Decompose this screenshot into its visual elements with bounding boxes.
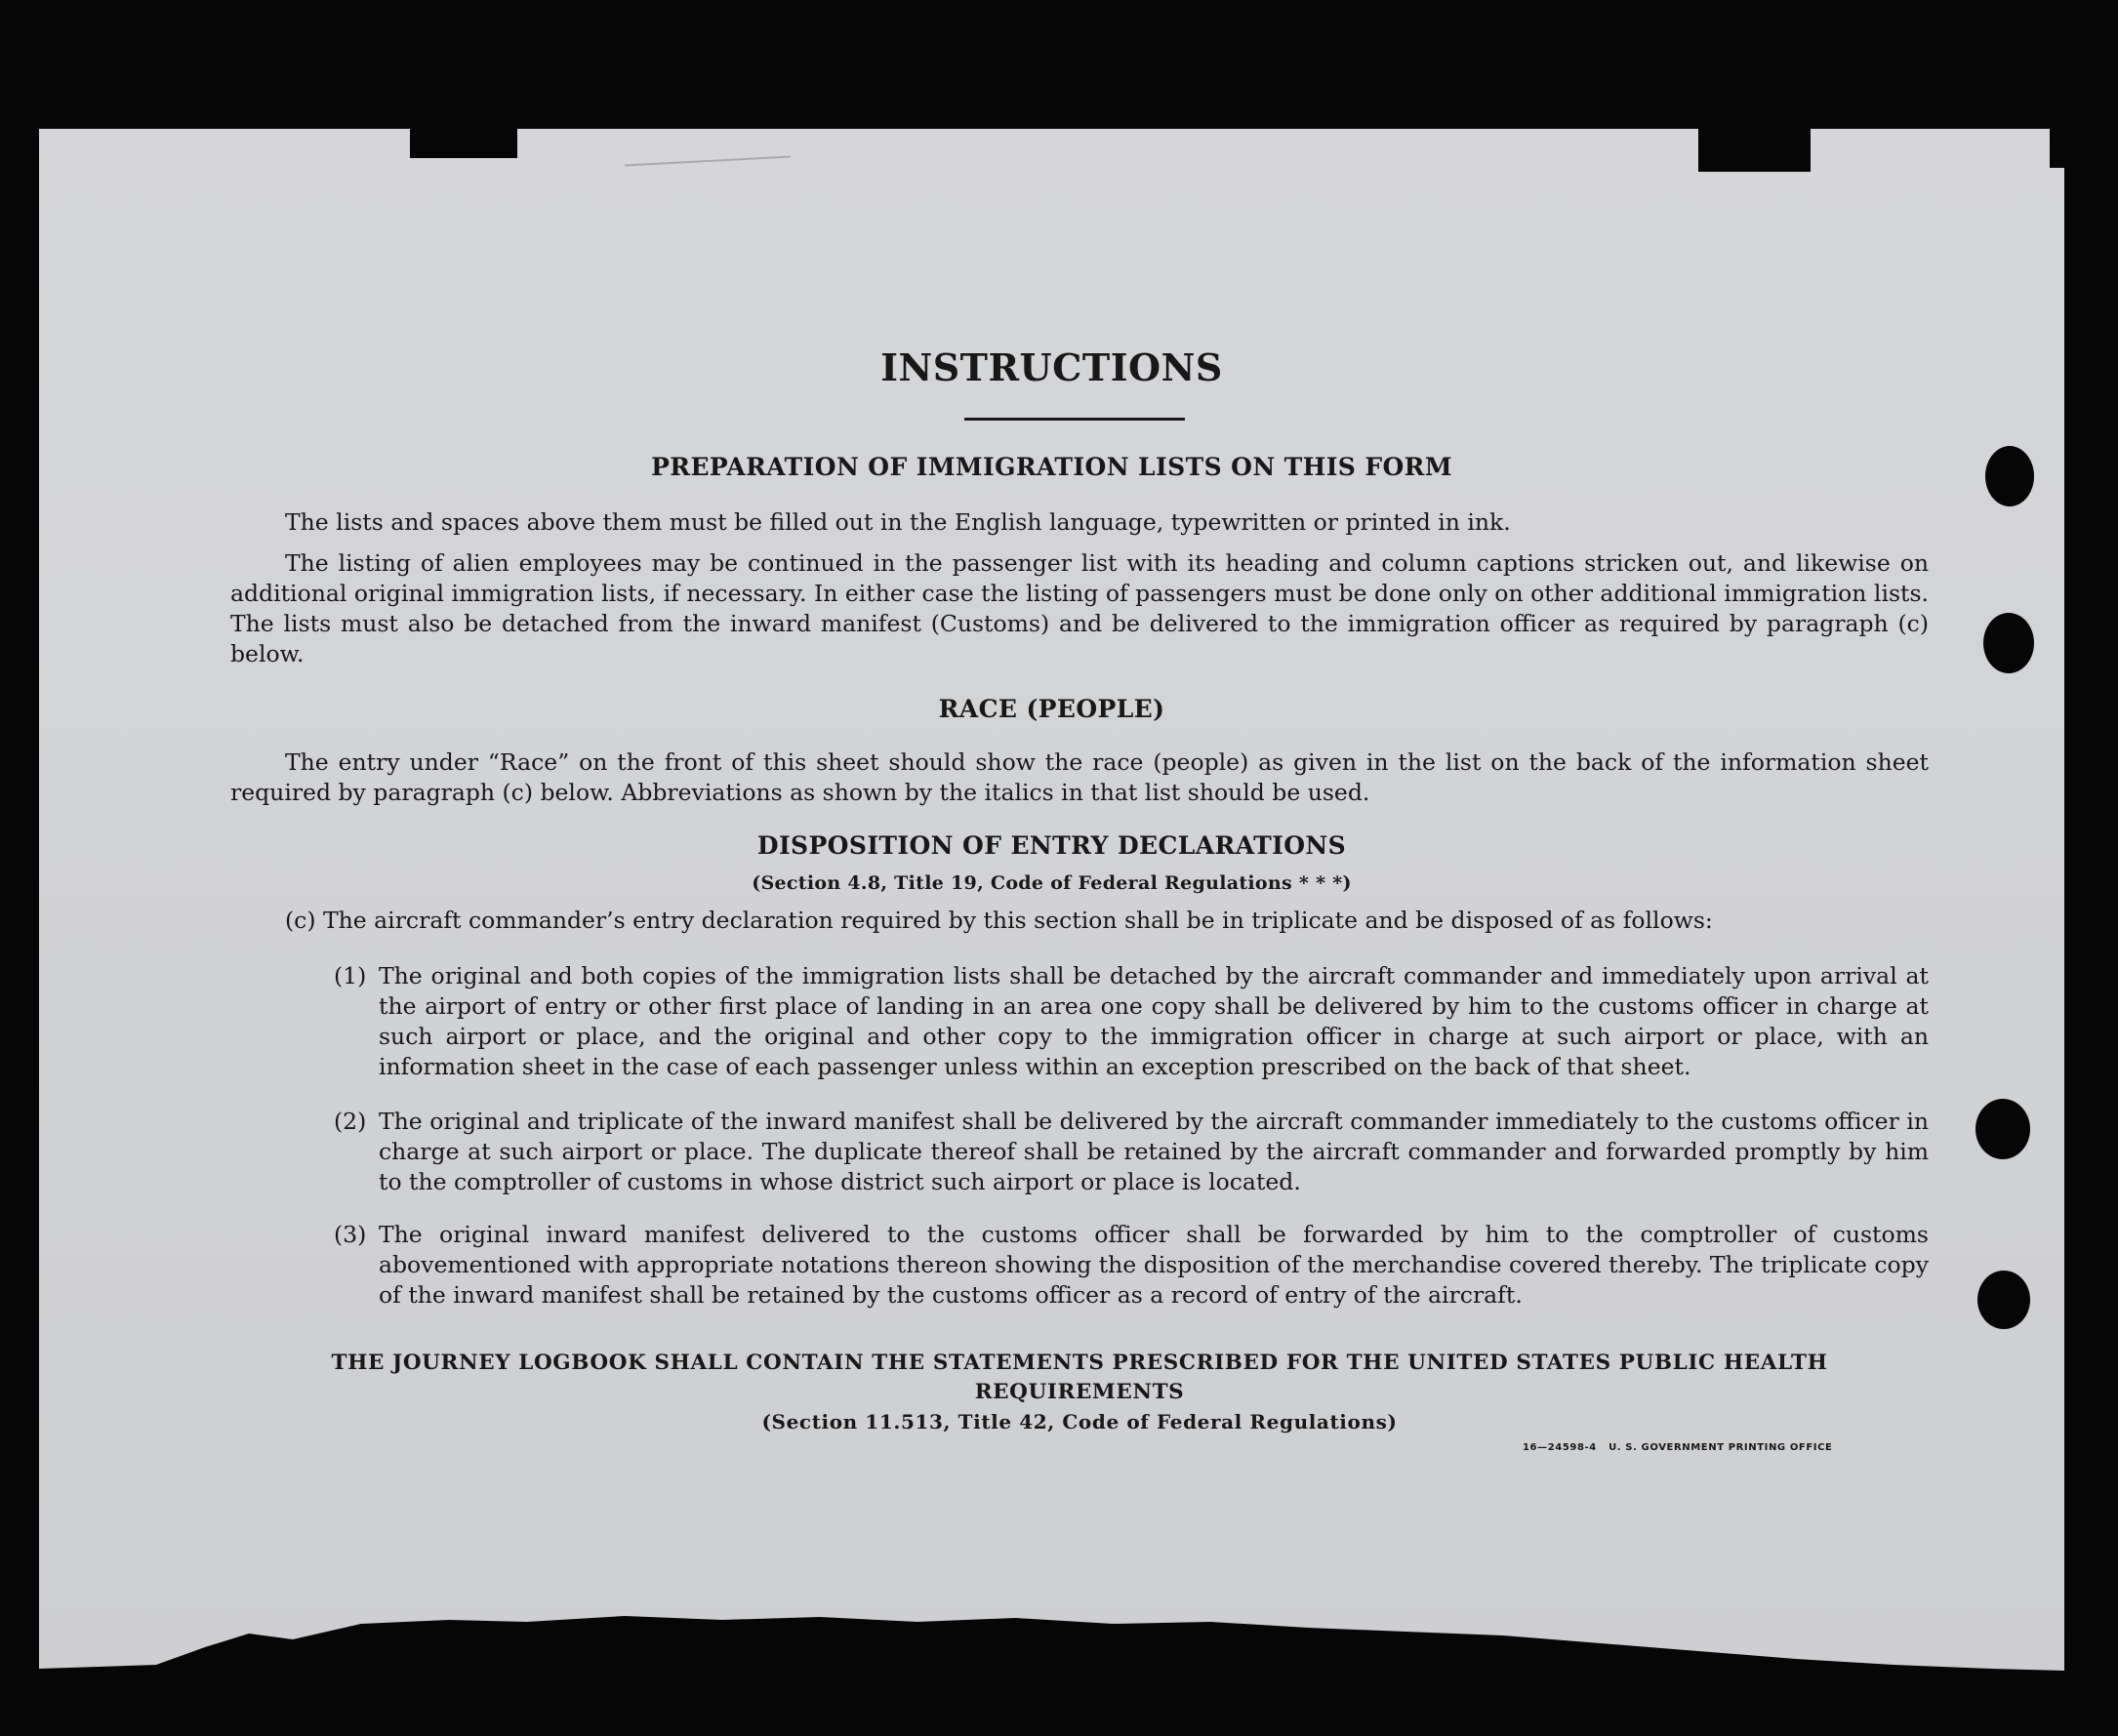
footer-line-2: (Section 11.513, Title 42, Code of Federal Regulations) <box>761 1410 1398 1433</box>
paragraph-text: The aircraft commander’s entry declaration required by this section shall be in triplicate and be disposed of as follows: <box>322 907 1713 934</box>
section-heading-preparation: PREPARATION OF IMMIGRATION LISTS ON THIS FORM <box>651 453 1452 481</box>
page-title: INSTRUCTIONS <box>880 345 1223 389</box>
footer-line-1: THE JOURNEY LOGBOOK SHALL CONTAIN THE STATEMENTS PRESCRIBED FOR THE UNITED STATES PUBLIC HEALTH REQUIREMENTS <box>331 1351 1828 1404</box>
lead-label: (c) <box>285 907 316 934</box>
list-item <box>334 961 1929 1082</box>
paragraph-preparation-2 <box>230 548 1929 669</box>
list-item-text: The original and both copies of the immigration lists shall be detached by the aircraft commander and immediately upon arrival at the airport of entry or other first place of landing in an area one copy shall be delivered by him to the customs officer in charge at such airport or place, and the original and other copy to the immigration officer in charge at such airport or place, with an information sheet in the case of each passenger unless within an exception prescribed on the back of that sheet. <box>379 962 1929 1080</box>
instructions-content <box>39 129 2064 1680</box>
list-item-number: (2) <box>334 1108 367 1135</box>
document-page <box>39 129 2064 1680</box>
list-item-text: The original inward manifest delivered to the customs officer shall be forwarded by him to the comptroller of customs abovementioned with appropriate notations thereon showing the disposition of the merchandise covered thereby. The triplicate copy of the inward manifest shall be retained by the customs officer as a record of entry of the aircraft. <box>379 1221 1929 1309</box>
printer-name: U. S. GOVERNMENT PRINTING OFFICE <box>1609 1442 1833 1453</box>
section-subheading-disposition: (Section 4.8, Title 19, Code of Federal Regulations * * *) <box>752 872 1352 894</box>
printer-code: 16—24598-4 <box>1523 1442 1597 1453</box>
paragraph-preparation-1 <box>230 507 1929 538</box>
paragraph-disposition-lead <box>285 906 1929 936</box>
paragraph-text: The entry under “Race” on the front of this sheet should show the race (people) as given in the list on the back of the information sheet required by paragraph (c) below. Abbreviations as shown by the italics in that list should be used. <box>230 748 1929 806</box>
section-heading-race: RACE (PEOPLE) <box>938 695 1165 723</box>
paragraph-text: The lists and spaces above them must be filled out in the English language, typewritten or printed in ink. <box>285 508 1511 536</box>
title-underline <box>964 418 1185 421</box>
list-item <box>334 1107 1929 1197</box>
list-item-number: (3) <box>334 1221 367 1248</box>
paragraph-race <box>230 747 1929 808</box>
paragraph-text: The listing of alien employees may be continued in the passenger list with its heading and column captions stricken out, and likewise on additional original immigration lists, if necessary. In either case the listing of passengers must be done only on other additional immigration lists. The lists must also be detached from the inward manifest (Customs) and be delivered to the immigration officer as required by paragraph (c) below. <box>230 549 1929 667</box>
printer-imprint <box>1523 1442 1832 1453</box>
list-item-text: The original and triplicate of the inward manifest shall be delivered by the aircraft commander immediately to the customs officer in charge at such airport or place. The duplicate thereof shall be retained by the aircraft commander and forwarded promptly by him to the comptroller of customs in whose district such airport or place is located. <box>379 1108 1929 1195</box>
footer-statement <box>230 1349 1929 1436</box>
list-item-number: (1) <box>334 962 367 989</box>
section-heading-disposition: DISPOSITION OF ENTRY DECLARATIONS <box>756 831 1347 860</box>
list-item <box>334 1220 1929 1311</box>
